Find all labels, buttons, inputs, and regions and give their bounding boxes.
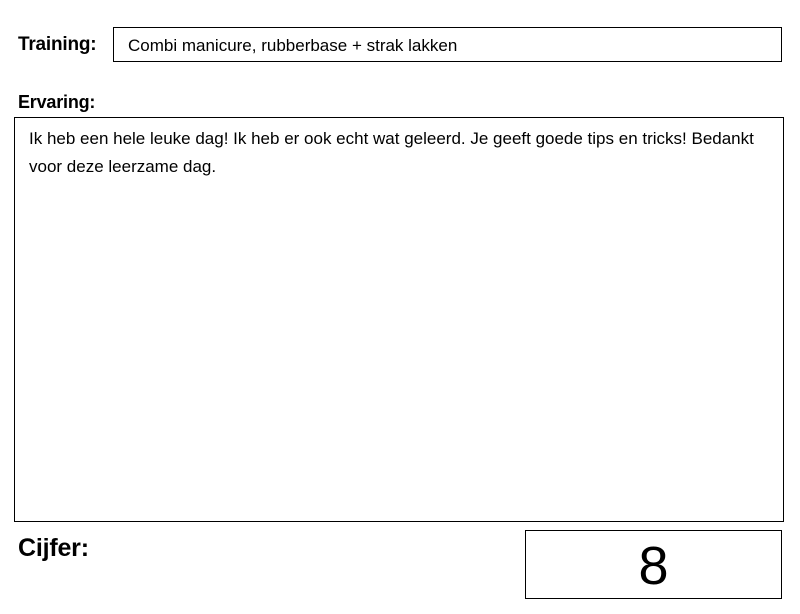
- ervaring-label: Ervaring:: [18, 92, 96, 112]
- ervaring-text-box: Ik heb een hele leuke dag! Ik heb er ook echt wat geleerd. Je geeft goede tips en tricks! Bedankt voor deze leerzame dag.: [14, 117, 784, 522]
- training-label: Training:: [18, 34, 97, 55]
- cijfer-grade-box: 8: [525, 530, 782, 599]
- cijfer-label: Cijfer:: [18, 534, 89, 562]
- training-field: Combi manicure, rubberbase + strak lakken: [113, 27, 782, 62]
